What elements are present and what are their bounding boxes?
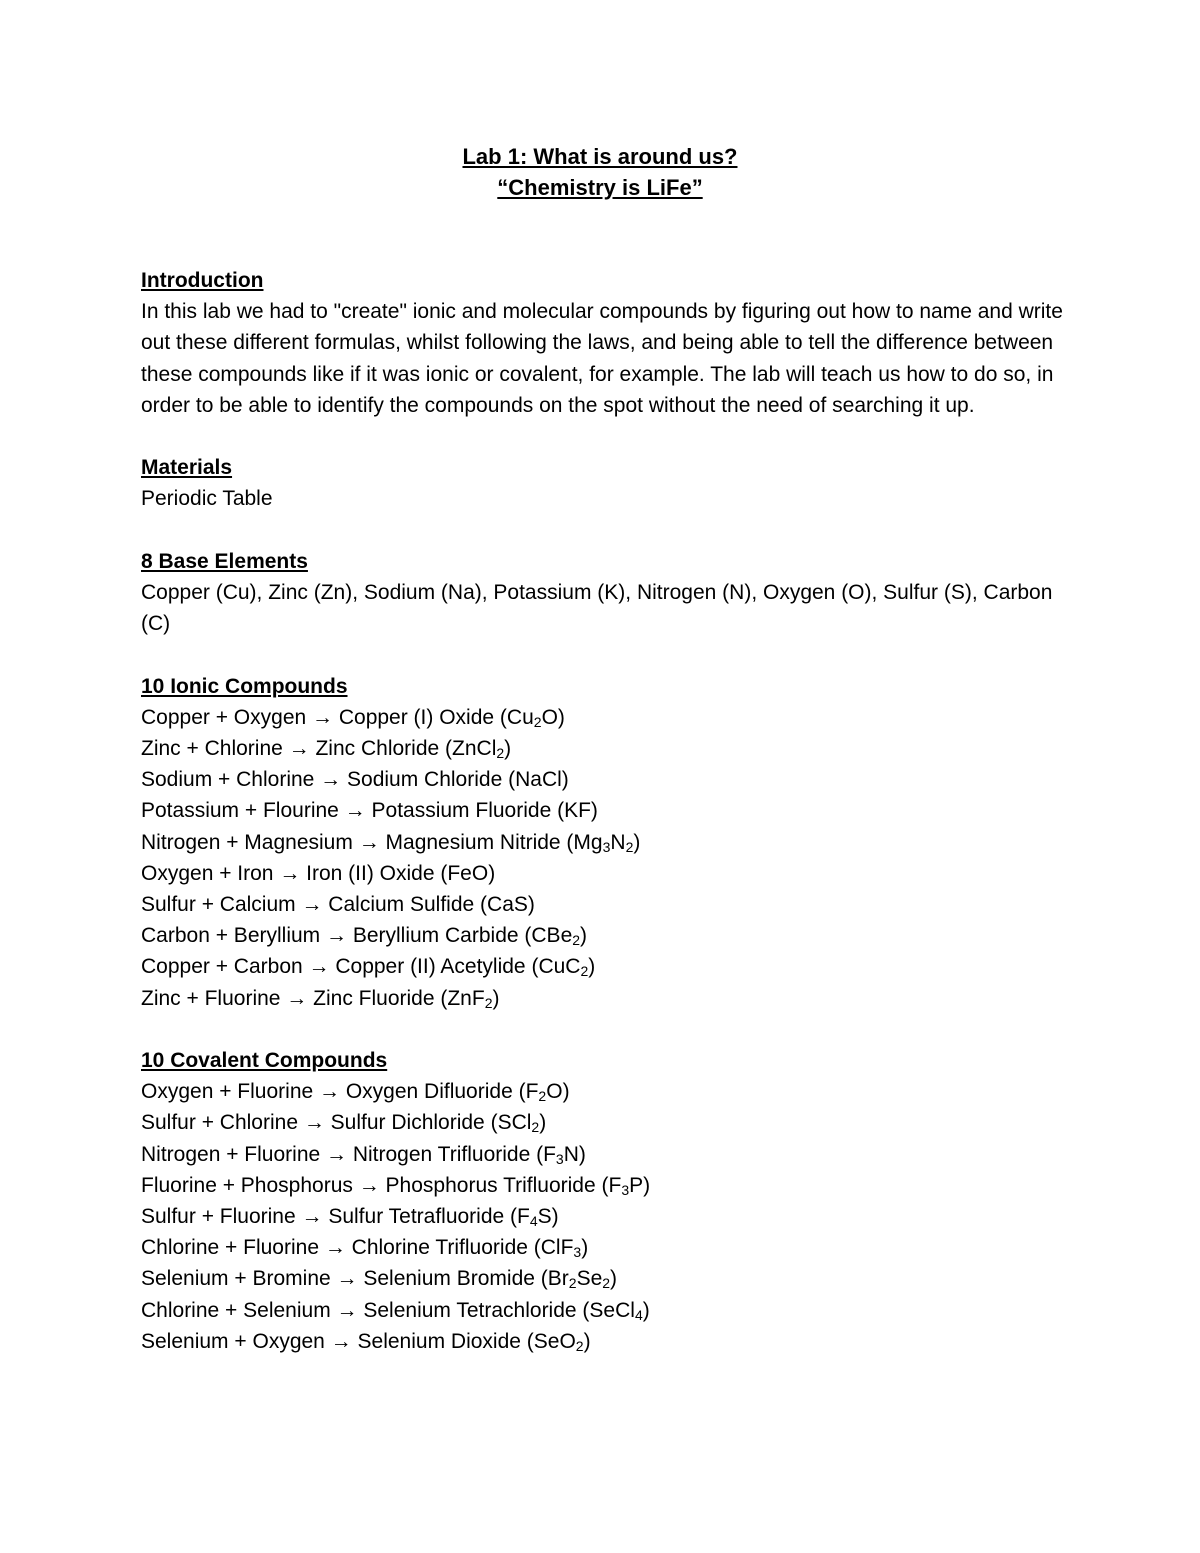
compound-line [141, 795, 1071, 826]
formula-close: ) [581, 1236, 589, 1260]
formula-subscript: 2 [484, 994, 493, 1011]
compound-line [141, 1107, 1071, 1138]
formula-part: Se [576, 1267, 603, 1291]
compound-line [141, 702, 1071, 733]
compound-line [141, 983, 1071, 1014]
formula-close: ) [504, 737, 512, 760]
formula-part: CuC [538, 955, 581, 979]
formula-close: ) [561, 768, 569, 792]
compound-reaction: Nitrogen + Magnesium → Magnesium Nitride ( [141, 830, 574, 854]
compound-reaction: Sulfur + Fluorine → Sulfur Tetrafluoride ( [141, 1205, 518, 1229]
formula-subscript: 2 [496, 745, 505, 761]
formula-part: O [541, 705, 558, 729]
compound-line [141, 1170, 1071, 1201]
materials-heading: Materials [141, 456, 233, 480]
formula-part: CaS [487, 893, 528, 917]
formula-part: ZnF [447, 986, 485, 1010]
formula-part: F [543, 1142, 556, 1166]
formula-close: ) [488, 861, 496, 885]
formula-part: CBe [531, 924, 573, 948]
formula-subscript: 2 [625, 838, 634, 855]
formula-close: ) [557, 705, 565, 729]
materials-text: Periodic Table [141, 487, 273, 511]
formula-part: S [537, 1205, 552, 1229]
title-block [0, 141, 1200, 203]
compound-reaction: Potassium + Flourine → Potassium Fluoride ( [141, 799, 565, 823]
formula-close: ) [633, 830, 641, 854]
formula-part: N [610, 830, 626, 854]
formula-part: Br [547, 1267, 569, 1291]
formula-part: Cu [506, 705, 534, 729]
formula-subscript: 2 [572, 932, 581, 949]
compound-reaction: Zinc + Chlorine → Zinc Chloride ( [141, 737, 453, 760]
compound-reaction: Oxygen + Iron → Iron (II) Oxide ( [141, 861, 448, 885]
formula-close: ) [642, 1298, 650, 1322]
compound-reaction: Sodium + Chlorine → Sodium Chloride ( [141, 768, 516, 792]
formula-subscript: 3 [573, 1244, 582, 1261]
formula-subscript: 3 [602, 838, 611, 855]
formula-part: SeO [533, 1329, 576, 1353]
compound-reaction: Fluorine + Phosphorus → Phosphorus Trifluoride ( [141, 1173, 609, 1197]
compound-reaction: Carbon + Beryllium → Beryllium Carbide ( [141, 924, 532, 948]
compound-line [141, 1326, 1071, 1357]
formula-part: F [608, 1173, 622, 1197]
formula-subscript: 2 [568, 1275, 577, 1292]
formula-subscript: 2 [580, 963, 589, 980]
formula-part: F [525, 1080, 539, 1104]
compound-reaction: Chlorine + Selenium → Selenium Tetrachloride ( [141, 1298, 590, 1322]
compound-line [141, 889, 1071, 920]
compound-reaction: Chlorine + Fluorine → Chlorine Trifluoride ( [141, 1236, 541, 1260]
formula-close: ) [590, 799, 598, 823]
formula-close: ) [492, 986, 500, 1010]
formula-part: Mg [573, 830, 603, 854]
covalent-compounds-heading: 10 Covalent Compounds [141, 1049, 388, 1073]
formula-close: ) [580, 924, 588, 948]
formula-part: KF [564, 799, 591, 823]
compound-reaction: Copper + Carbon → Copper (II) Acetylide ( [141, 955, 539, 979]
formula-close: ) [610, 1267, 618, 1291]
compound-reaction: Zinc + Fluorine → Zinc Fluoride ( [141, 986, 448, 1010]
compound-reaction: Copper + Oxygen → Copper (I) Oxide ( [141, 705, 507, 729]
compound-line [141, 1076, 1071, 1107]
compound-line [141, 1139, 1071, 1170]
compound-line [141, 1201, 1071, 1232]
compound-reaction: Nitrogen + Fluorine → Nitrogen Trifluoride ( [141, 1142, 544, 1166]
formula-close: ) [562, 1080, 570, 1104]
ionic-compounds-heading: 10 Ionic Compounds [141, 674, 348, 698]
formula-part: P [629, 1173, 644, 1197]
formula-close: ) [583, 1329, 591, 1353]
formula-part: O [546, 1080, 563, 1104]
compound-reaction: Sulfur + Calcium → Calcium Sulfide ( [141, 893, 488, 917]
compound-reaction: Sulfur + Chlorine → Sulfur Dichloride ( [141, 1111, 498, 1135]
formula-part: NaCl [515, 768, 562, 792]
formula-close: ) [527, 893, 535, 917]
formula-part: ClF [540, 1236, 574, 1260]
formula-close: ) [551, 1205, 559, 1229]
base-elements-heading: 8 Base Elements [141, 549, 308, 573]
document-title: Lab 1: What is around us? [462, 144, 738, 169]
formula-part: SeCl [589, 1298, 635, 1322]
covalent-compounds-list [141, 1076, 1071, 1357]
compound-line [141, 858, 1071, 889]
formula-subscript: 2 [533, 713, 542, 730]
formula-part: F [517, 1205, 530, 1229]
formula-subscript: 3 [555, 1150, 564, 1167]
compound-reaction: Oxygen + Fluorine → Oxygen Difluoride ( [141, 1080, 526, 1104]
document-subtitle: “Chemistry is LiFe” [497, 175, 703, 200]
formula-part: N [563, 1142, 579, 1166]
formula-subscript: 2 [575, 1337, 584, 1354]
compound-line [141, 1263, 1071, 1294]
formula-subscript: 2 [538, 1088, 547, 1105]
document-body [141, 265, 1071, 1357]
formula-close: ) [588, 955, 596, 979]
formula-close: ) [578, 1142, 586, 1166]
compound-reaction: Selenium + Bromine → Selenium Bromide ( [141, 1267, 548, 1291]
compound-line [141, 920, 1071, 951]
formula-subscript: 2 [531, 1119, 540, 1136]
compound-line [141, 1232, 1071, 1263]
formula-close: ) [643, 1173, 651, 1197]
ionic-compounds-list [141, 702, 1071, 1014]
compound-reaction: Selenium + Oxygen → Selenium Dioxide ( [141, 1329, 534, 1353]
formula-part: FeO [447, 861, 489, 885]
compound-line [141, 951, 1071, 982]
compound-line [141, 733, 1071, 764]
introduction-heading: Introduction [141, 269, 264, 292]
formula-subscript: 3 [621, 1181, 630, 1198]
base-elements-text: Copper (Cu), Zinc (Zn), Sodium (Na), Potassium (K), Nitrogen (N), Oxygen (O), Sulfur (S), Carbon (C) [141, 581, 1053, 636]
compound-line [141, 1295, 1071, 1326]
formula-subscript: 2 [602, 1275, 611, 1292]
introduction-text: In this lab we had to "create" ionic and molecular compounds by figuring out how to name and write out these different formulas, whilst following the laws, and being able to tell the difference between these compounds like if it was ionic or covalent, for example. The lab will teach us how to do so, in order to be able to identify the compounds on the spot without the need of searching it up. [141, 300, 1063, 417]
compound-line [141, 764, 1071, 795]
formula-subscript: 4 [529, 1213, 538, 1230]
formula-part: SCl [497, 1111, 532, 1135]
formula-part: ZnCl [452, 737, 497, 760]
compound-line [141, 827, 1071, 858]
formula-subscript: 4 [634, 1306, 643, 1323]
formula-close: ) [539, 1111, 547, 1135]
